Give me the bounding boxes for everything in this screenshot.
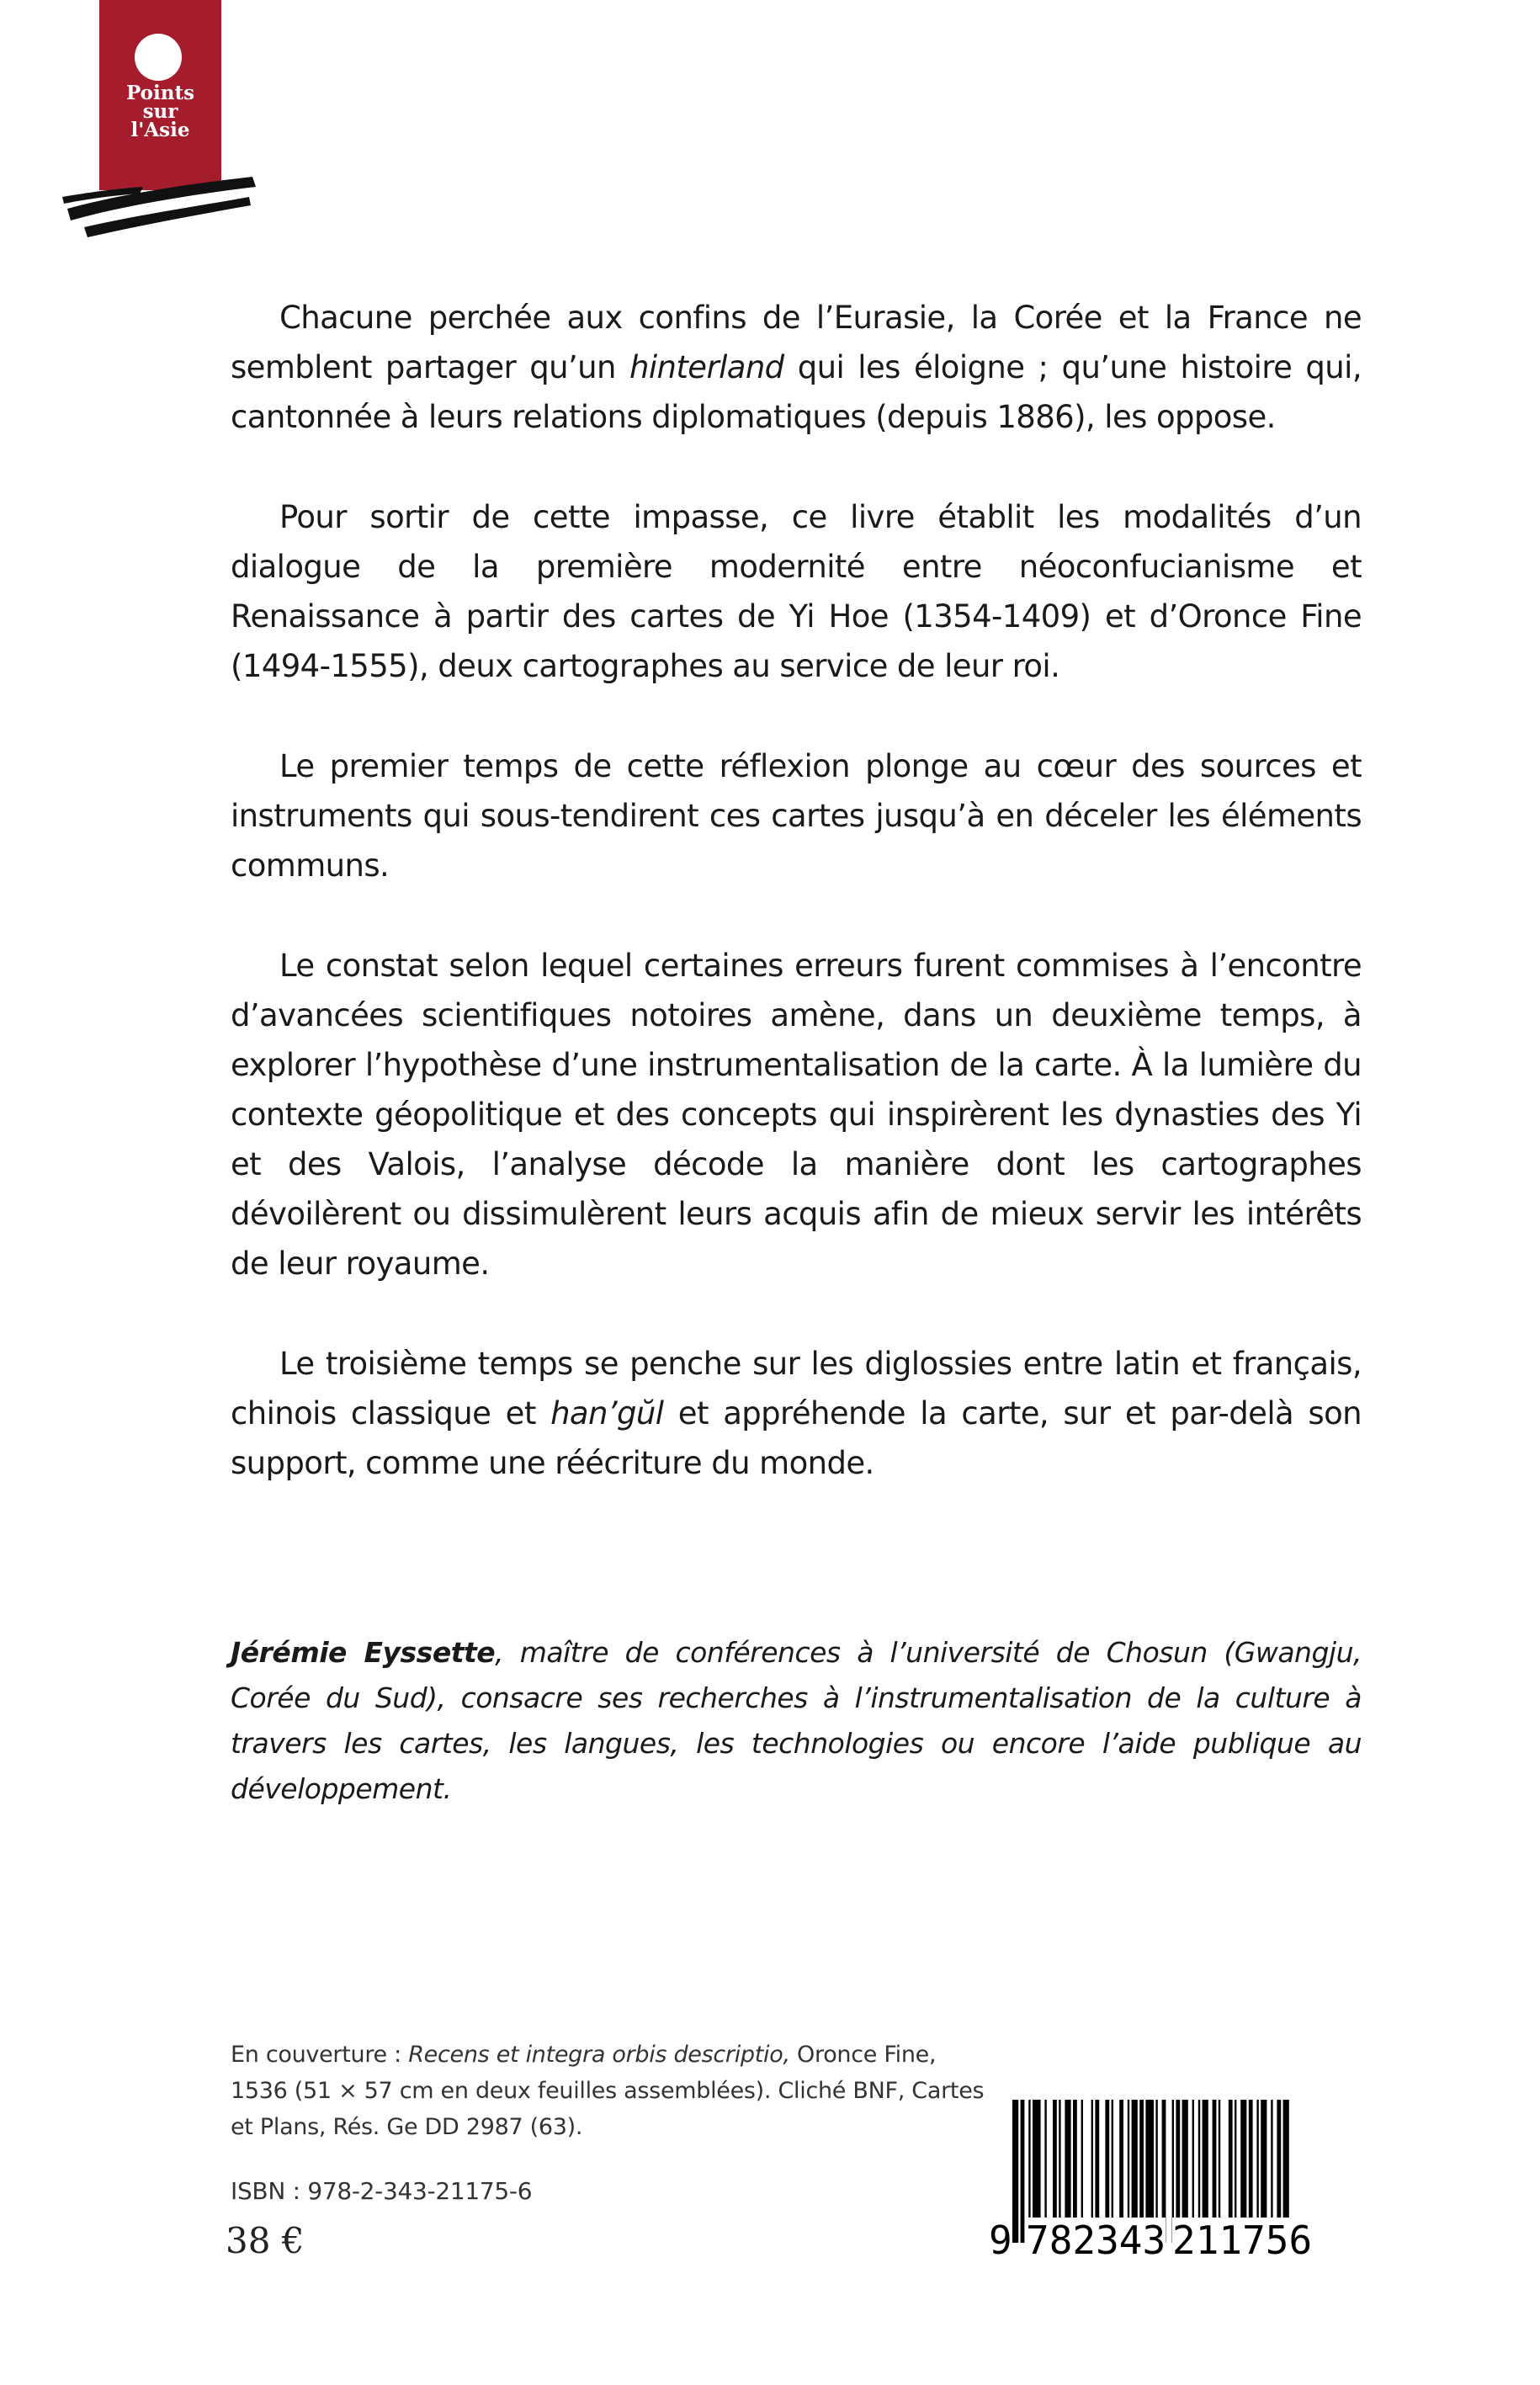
barcode-digits [989, 2218, 1328, 2268]
author-name: Jérémie Eyssette [231, 1636, 496, 1669]
ribbon-dot [135, 34, 182, 81]
barcode-digit-group: 9 [989, 2218, 1012, 2263]
barcode [989, 2100, 1328, 2268]
description-paragraph: Chacune perchée aux confins de l’Eurasie, la Corée et la France ne semblent partager qu’un hinterland qui les éloigne ; qu’une histoire qui, cantonnée à leurs relations diplomatiques (depuis 1886), les oppose. [231, 300, 1362, 435]
isbn: ISBN : 978-2-343-21175-6 [231, 2177, 533, 2205]
price: 38 € [226, 2220, 305, 2261]
cover-artwork-title: Recens et integra orbis descriptio, [408, 2042, 790, 2068]
series-line: Points [125, 82, 195, 104]
brush-stroke-decoration [59, 143, 261, 244]
author-bio-text: , maître de conférences à l’université de Chosun (Gwangju, Corée du Sud), consacre ses recherches à l’instrumentalisation de la culture à travers les cartes, les langues, les technologies ou encore l’aide publique au développement. [231, 1636, 1362, 1805]
barcode-digit-group: 211756 [1172, 2218, 1313, 2263]
series-logo-text [99, 84, 221, 140]
series-line: sur [142, 100, 178, 123]
emphasis-term: hinterland [629, 349, 784, 385]
barcode-digit-group: 782343 [1026, 2218, 1166, 2263]
back-cover-description [231, 293, 1362, 1538]
description-paragraph: Pour sortir de cette impasse, ce livre établit les modalités d’un dialogue de la première modernité entre néoconfucianisme et Renaissance à partir des cartes de Yi Hoe (1354-1409) et d’Oronce Fine (1494-1555), deux cartographes au service de leur roi. [231, 499, 1362, 684]
description-paragraph: Le troisième temps se penche sur les diglossies entre latin et français, chinois classique et han’gŭl et appréhende la carte, sur et par-delà son support, comme une réécriture du monde. [231, 1346, 1362, 1481]
description-paragraph: Le constat selon lequel certaines erreurs furent commises à l’encontre d’avancées scientifiques notoires amène, dans un deuxième temps, à explorer l’hypothèse d’une instrumentalisation de la carte. À la lumière du contexte géopolitique et des concepts qui inspirèrent les dynasties des Yi et des Valois, l’analyse décode la manière dont les cartographes dévoilèrent ou dissimulèrent leurs acquis afin de mieux servir les intérêts de leur royaume. [231, 948, 1362, 1282]
series-line: l'Asie [130, 119, 190, 141]
description-paragraph: Le premier temps de cette réflexion plonge au cœur des sources et instruments qui sous-tendirent ces cartes jusqu’à en déceler les éléments communs. [231, 748, 1362, 884]
emphasis-term: han’gŭl [550, 1395, 664, 1432]
author-bio [231, 1630, 1362, 1812]
cover-credit: En couverture : Recens et integra orbis descriptio, Oronce Fine, 1536 (51 × 57 cm en deux feuilles assemblées). Cliché BNF, Cartes et Plans, Rés. Ge DD 2987 (63). [231, 2042, 985, 2140]
